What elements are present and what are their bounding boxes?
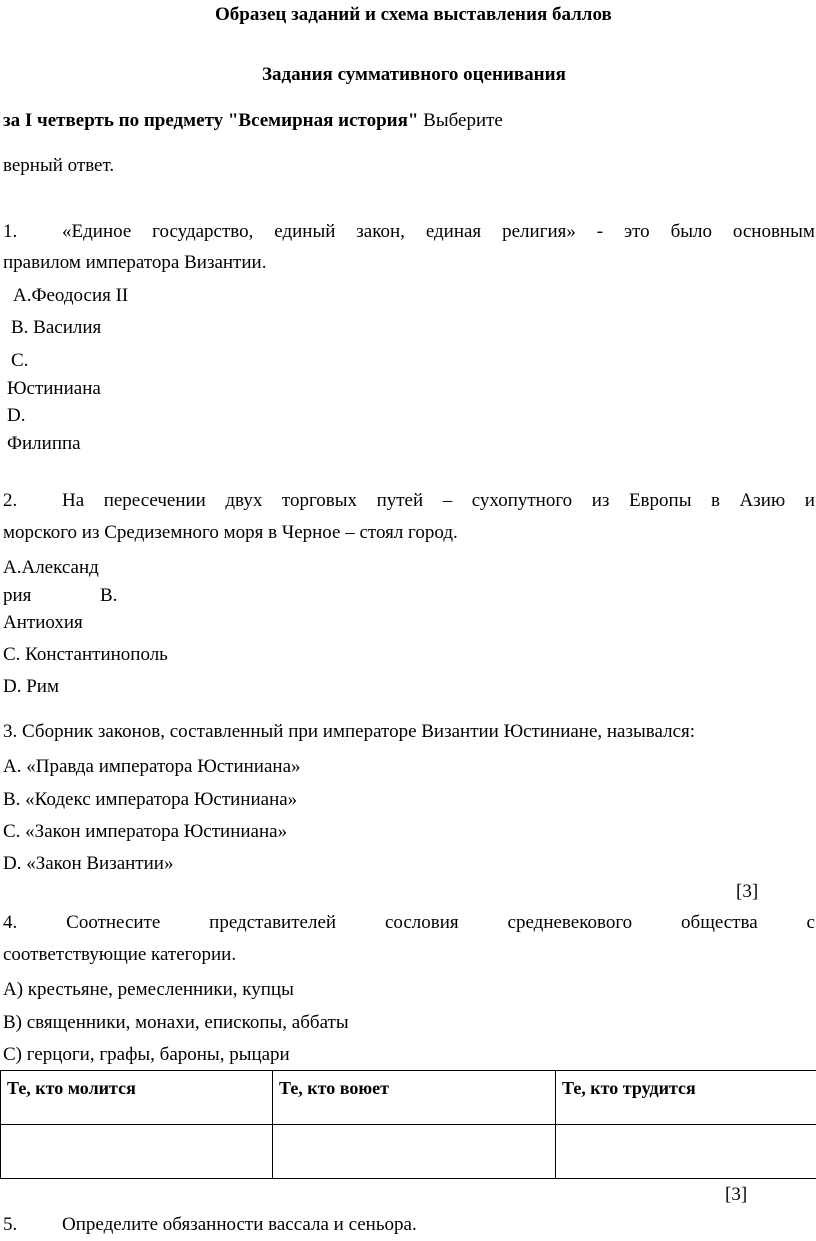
q1-word: закон,: [356, 221, 405, 242]
table-header-cell: Те, кто трудится: [556, 1071, 816, 1125]
q1-option-a: A.Феодосия II: [13, 285, 129, 306]
q1-word: основным: [732, 221, 815, 242]
table-header-row: [1, 1071, 816, 1125]
q5-number: 5.: [3, 1214, 18, 1235]
q2-option-b-cont: Антиохия: [3, 612, 83, 633]
q4-word: представителей: [209, 912, 337, 933]
q1-word: это: [623, 221, 650, 242]
q2-word: Азию: [739, 490, 786, 511]
q2-word: из: [591, 490, 610, 511]
q3-score: [3]: [736, 881, 759, 902]
q4-word: средневекового: [507, 912, 633, 933]
q4-word: общества: [681, 912, 758, 933]
q3-option-c: C. «Закон императора Юстиниана»: [3, 821, 288, 842]
q1-word: религия»: [502, 221, 576, 242]
q4-line-2: соответствующие категории.: [3, 944, 237, 965]
q3-question: 3. Сборник законов, составленный при императоре Византии Юстиниане, назывался:: [3, 721, 696, 742]
q2-line-2: морского из Средиземного моря в Черное – стоял город.: [3, 522, 458, 543]
q1-word: -: [596, 221, 604, 242]
q2-word: пересечении: [103, 490, 206, 511]
q1-line-1: [62, 220, 815, 244]
q2-option-a-cont: рия: [3, 585, 32, 606]
q4-option-b: B) священники, монахи, епископы, аббаты: [3, 1012, 349, 1033]
q1-option-b: B. Василия: [11, 317, 102, 338]
q1-option-d-cont: Филиппа: [7, 433, 81, 454]
q4-word: 4.: [3, 912, 18, 933]
subject-rest-text: Выберите: [418, 110, 503, 131]
q2-option-a: A.Александ: [3, 557, 99, 578]
q3-option-d: D. «Закон Византии»: [3, 853, 174, 874]
q5-text: Определите обязанности вассала и сеньора.: [62, 1214, 417, 1235]
q2-option-d: D. Рим: [3, 676, 59, 697]
q4-word: с: [806, 912, 815, 933]
document-subtitle: Задания суммативного оценивания: [262, 64, 566, 85]
q2-word: Европы: [628, 490, 692, 511]
table-answer-cell[interactable]: [273, 1125, 556, 1179]
q2-word: –: [442, 490, 453, 511]
q1-option-c: C.: [11, 350, 29, 371]
q1-option-c-cont: Юстиниана: [7, 378, 101, 399]
table-header-cell: Те, кто воюет: [273, 1071, 556, 1125]
document-title: Образец заданий и схема выставления баллов: [215, 4, 612, 25]
q4-word: Соотнесите: [66, 912, 161, 933]
table-header-cell: Те, кто молится: [1, 1071, 273, 1125]
instruction-text: верный ответ.: [3, 155, 115, 176]
q1-word: единая: [425, 221, 482, 242]
q2-word: путей: [376, 490, 424, 511]
q4-score: [3]: [725, 1184, 748, 1205]
q2-word: торговых: [281, 490, 358, 511]
q1-line-2: правилом императора Византии.: [3, 252, 267, 273]
q1-number: 1.: [3, 221, 18, 242]
q2-option-c: C. Константинополь: [3, 644, 168, 665]
q1-word: было: [670, 221, 712, 242]
table-answer-cell[interactable]: [1, 1125, 273, 1179]
category-table: [0, 1070, 816, 1179]
subject-bold-text: за I четверть по предмету "Всемирная история": [3, 110, 419, 131]
table-answer-row: [1, 1125, 816, 1179]
q4-option-a: A) крестьяне, ремесленники, купцы: [3, 979, 294, 1000]
q2-word: двух: [225, 490, 263, 511]
q4-option-c: C) герцоги, графы, бароны, рыцари: [3, 1044, 290, 1065]
q4-line-1: [3, 911, 815, 935]
q4-word: сословия: [384, 912, 459, 933]
q2-option-b: B.: [100, 585, 118, 606]
q3-option-b: B. «Кодекс императора Юстиниана»: [3, 789, 298, 810]
q2-number: 2.: [3, 490, 18, 511]
q2-word: в: [711, 490, 720, 511]
q2-word: и: [804, 490, 815, 511]
q1-word: единый: [274, 221, 336, 242]
subject-line: [3, 109, 503, 133]
q2-word: На: [62, 490, 85, 511]
q1-word: «Единое: [62, 221, 132, 242]
q3-option-a: A. «Правда императора Юстиниана»: [3, 756, 301, 777]
q1-option-d: D.: [7, 405, 26, 426]
q2-word: сухопутного: [471, 490, 573, 511]
q1-word: государство,: [152, 221, 254, 242]
table-answer-cell[interactable]: [556, 1125, 816, 1179]
q2-line-1: [62, 489, 815, 513]
